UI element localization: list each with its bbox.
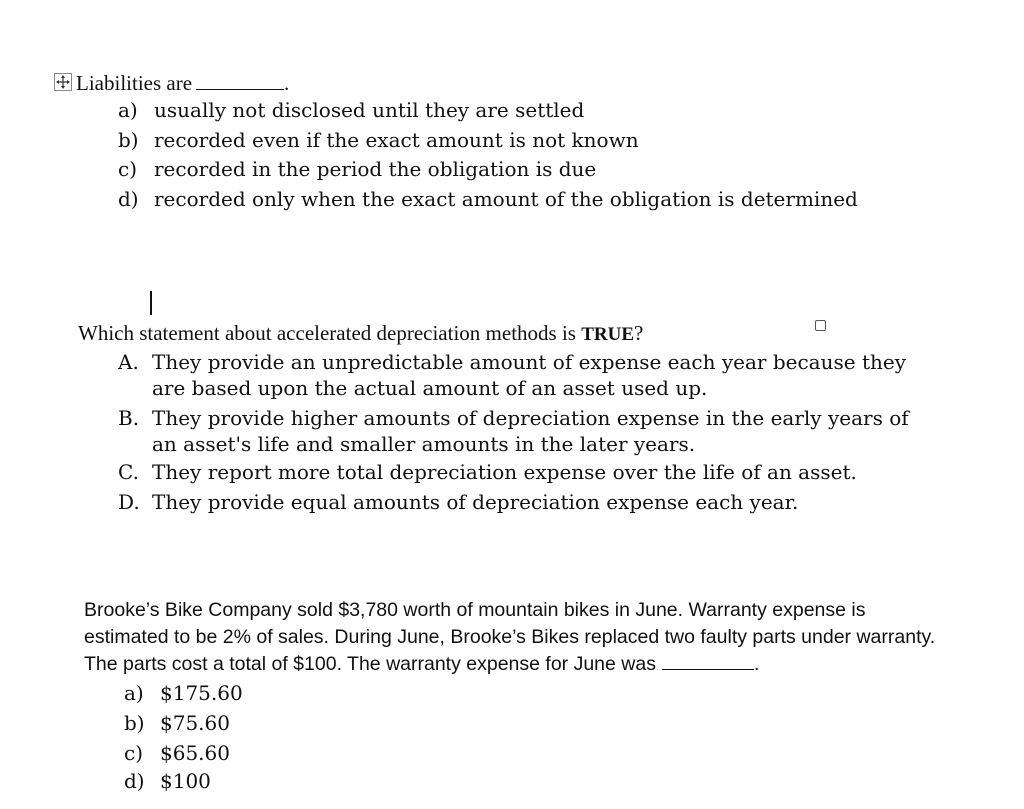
option-letter: c) <box>118 157 138 181</box>
option-letter: B. <box>118 406 140 430</box>
option-text: $65.60 <box>160 741 230 765</box>
stem-question-mark: ? <box>634 321 644 345</box>
answer-blank <box>662 668 754 670</box>
option-text: recorded in the period the obligation is due <box>154 157 597 181</box>
stem-period: . <box>284 71 290 95</box>
question-2-stem-bold: TRUE <box>581 324 635 345</box>
option-letter: b) <box>118 128 139 152</box>
question-2-stem <box>78 320 643 348</box>
checkbox-icon[interactable] <box>815 320 826 331</box>
question-3-stem-text: Brooke’s Bike Company sold $3,780 worth of mountain bikes in June. Warranty expense is estimated to be 2% of sales. During June, Brooke’s Bikes replaced two faulty parts under warranty. The parts cost a total of $100. The warranty expense for June was <box>84 599 936 675</box>
option-letter: d) <box>118 187 139 211</box>
option-letter: a) <box>124 681 144 705</box>
option-text: They provide an unpredictable amount of expense each year because they are based upon the actual amount of an asset used up. <box>152 350 906 400</box>
option-text: recorded even if the exact amount is not known <box>154 128 639 152</box>
table-move-handle-icon[interactable] <box>54 73 72 91</box>
option-letter: b) <box>124 711 145 735</box>
option-text: $100 <box>160 769 211 793</box>
question-2-stem-text: Which statement about accelerated depreciation methods is <box>78 321 576 345</box>
option-text: $75.60 <box>160 711 230 735</box>
answer-blank <box>196 88 284 90</box>
question-3-stem <box>84 597 944 678</box>
option-letter: d) <box>124 769 145 793</box>
question-1-stem-text: Liabilities are <box>76 71 193 95</box>
option-letter: a) <box>118 98 138 122</box>
option-letter: A. <box>118 350 139 374</box>
option-text: They report more total depreciation expense over the life of an asset. <box>152 460 857 484</box>
option-text: usually not disclosed until they are settled <box>154 98 585 122</box>
option-text: They provide higher amounts of depreciation expense in the early years of an asset's life and smaller amounts in the later years. <box>152 406 909 456</box>
stem-period: . <box>753 653 760 675</box>
option-text: recorded only when the exact amount of the obligation is determined <box>154 187 858 211</box>
option-letter: C. <box>118 460 139 484</box>
option-text: They provide equal amounts of depreciation expense each year. <box>152 490 799 514</box>
option-letter: c) <box>124 741 144 765</box>
text-cursor <box>150 291 152 315</box>
option-text: $175.60 <box>160 681 243 705</box>
question-1-stem <box>76 70 289 96</box>
option-letter: D. <box>118 490 140 514</box>
